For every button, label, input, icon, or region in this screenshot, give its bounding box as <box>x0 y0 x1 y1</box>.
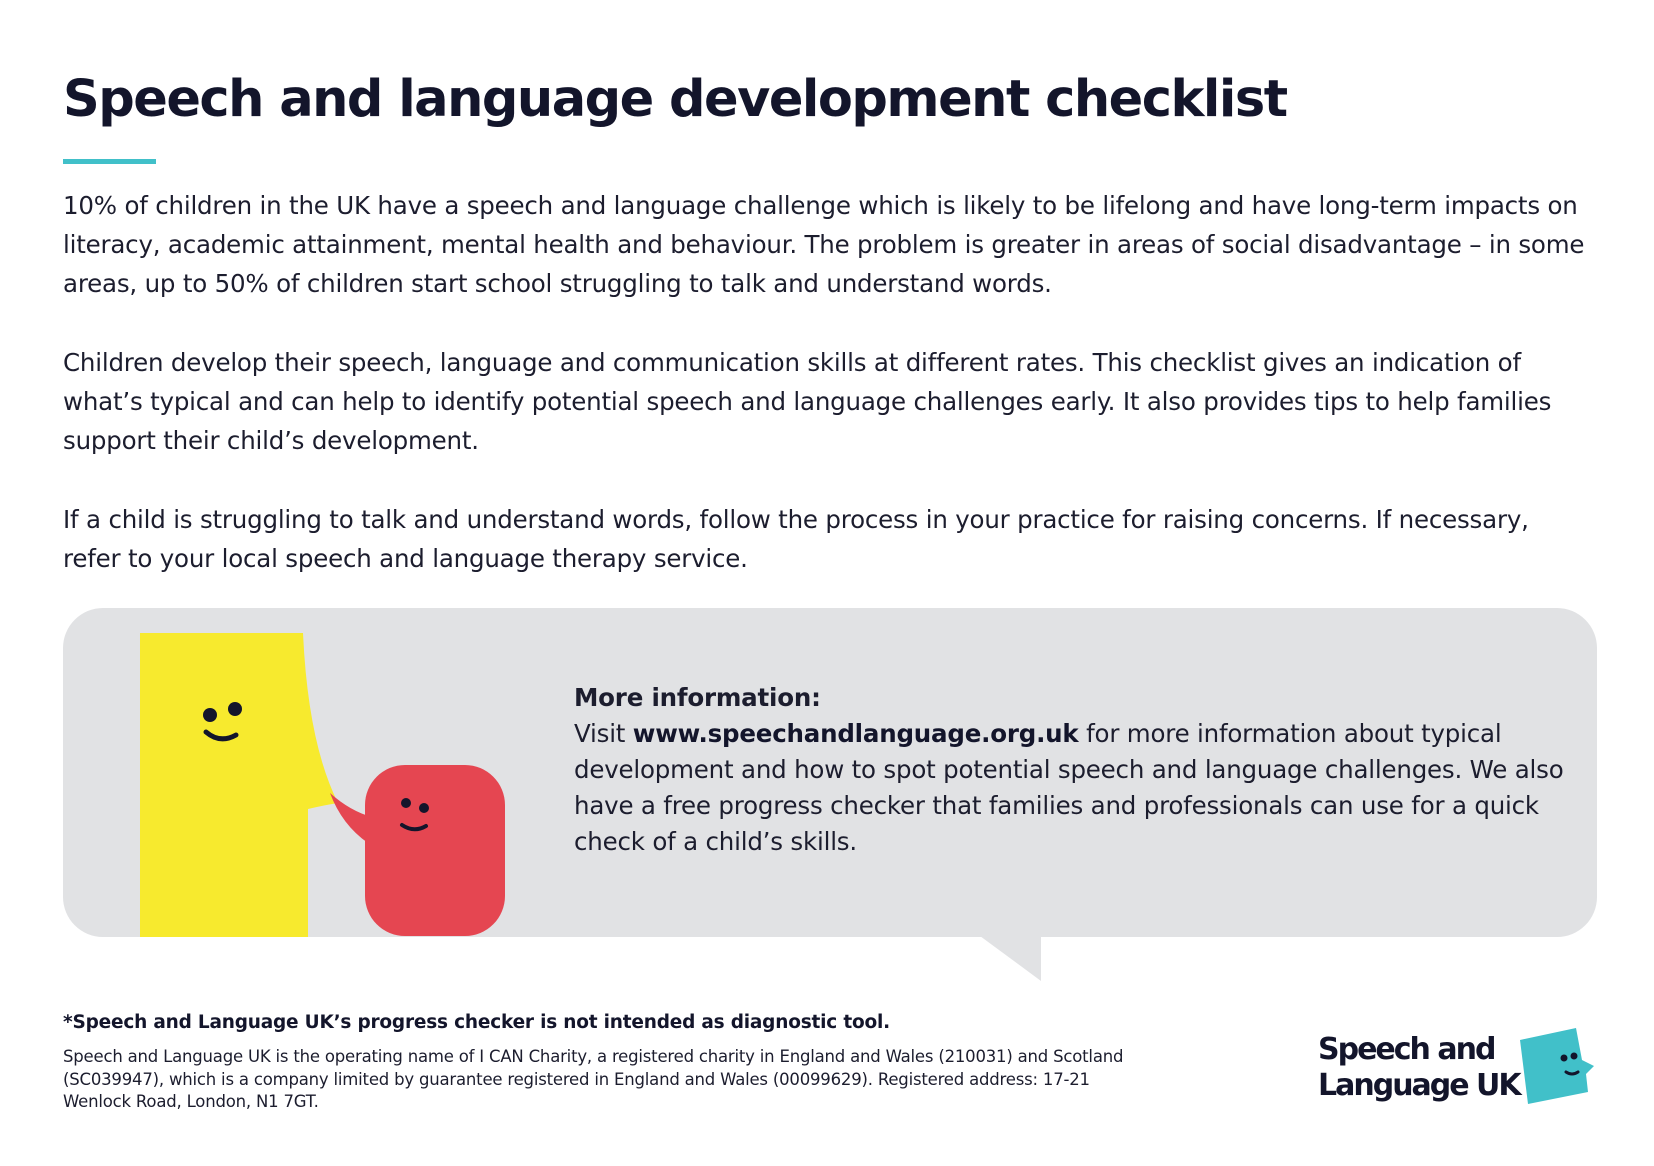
yellow-character-illustration <box>140 633 340 938</box>
intro-paragraph-3: If a child is struggling to talk and understand words, follow the process in your practice for raising concerns. If necessary, refer to your local speech and language therapy service. <box>63 505 1529 573</box>
intro-paragraph-2: Children develop their speech, language and communication skills at different rates. This checklist gives an indication of what’s typical and can help to identify potential speech and language challenges early. It also provides tips to help families support their child’s development. <box>63 348 1552 455</box>
more-info-block <box>574 680 1574 860</box>
logo-wordmark <box>1318 1032 1520 1104</box>
red-character-illustration <box>330 765 510 937</box>
website-link[interactable]: www.speechandlanguage.org.uk <box>632 719 1079 748</box>
more-info-body: for more information about typical development and how to spot potential speech and language challenges. We also have a free progress checker that families and professionals can use for a quick check of a child’s skills. <box>574 719 1564 856</box>
intro-paragraph-1: 10% of children in the UK have a speech and language challenge which is likely to be lifelong and have long-term impacts on literacy, academic attainment, mental health and behaviour. The problem is greater in areas of social disadvantage – in some areas, up to 50% of children start school struggling to talk and understand words. <box>63 191 1585 298</box>
logo-line-2: Language UK <box>1318 1068 1520 1103</box>
logo-line-1: Speech and <box>1318 1032 1495 1067</box>
logo-face-icon <box>1516 1028 1598 1108</box>
more-info-prefix: Visit <box>574 719 633 748</box>
legal-text: Speech and Language UK is the operating name of I CAN Charity, a registered charity in England and Wales (210031) and Scotland (SC039947), which is a company limited by guarantee registered in England and Wales (00099629). Registered address: 17-21 Wenlock Road, London, N1 7GT. <box>63 1047 1124 1111</box>
speech-and-language-uk-logo <box>1318 1028 1598 1120</box>
page-title: Speech and language development checklist <box>63 70 1287 129</box>
disclaimer-note: *Speech and Language UK’s progress checker is not intended as diagnostic tool. <box>63 1012 890 1033</box>
more-info-heading: More information: <box>574 683 821 712</box>
